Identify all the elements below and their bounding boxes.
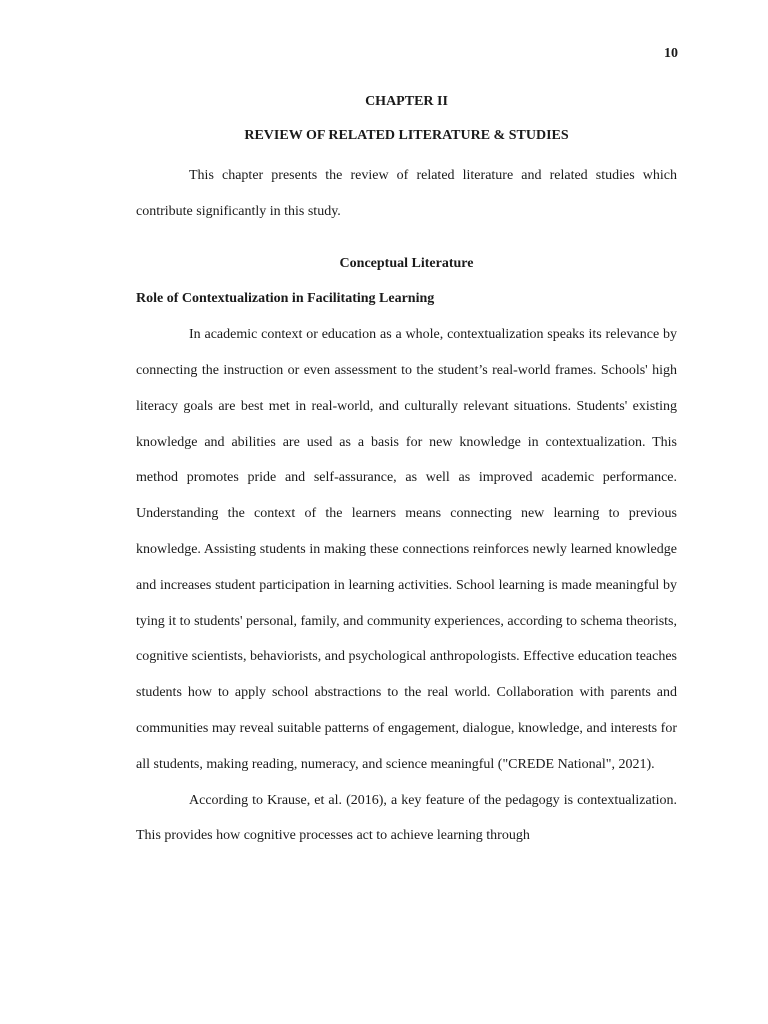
chapter-title: REVIEW OF RELATED LITERATURE & STUDIES — [244, 128, 569, 143]
page-number: 10 — [664, 46, 678, 61]
intro-paragraph: This chapter presents the review of related literature and related studies which contribute significantly in this study. — [136, 168, 677, 219]
section-title: Conceptual Literature — [339, 255, 474, 271]
chapter-heading: CHAPTER II — [365, 94, 448, 109]
body-paragraph-2: According to Krause, et al. (2016), a key feature of the pedagogy is contextualization. This provides how cognitive processes act to achieve learning through — [136, 792, 677, 844]
body-paragraph-1: In academic context or education as a whole, contextualization speaks its relevance by connecting the instruction or even assessment to the student’s real-world frames. Schools' high literacy goals are best met in real-world, and culturally relevant situations. Students' existing knowledge and abilities are used as a basis for new knowledge in contextualization. This method promotes pride and self-assurance, as well as improved academic performance. Understanding the context of the learners means connecting new learning to previous knowledge. Assisting students in making these connections reinforces newly learned knowledge and increases student participation in learning activities. School learning is made meaningful by tying it to students' personal, family, and community experiences, according to schema theorists, cognitive scientists, behaviorists, and psychological anthropologists. Effective education teaches students how to apply school abstractions to the real world. Collaboration with parents and communities may reveal suitable patterns of engagement, dialogue, knowledge, and interests for all students, making reading, numeracy, and science meaningful ("CREDE National", 2021). — [136, 327, 677, 772]
subsection-title: Role of Contextualization in Facilitating Learning — [136, 291, 435, 307]
page-content — [136, 90, 677, 854]
